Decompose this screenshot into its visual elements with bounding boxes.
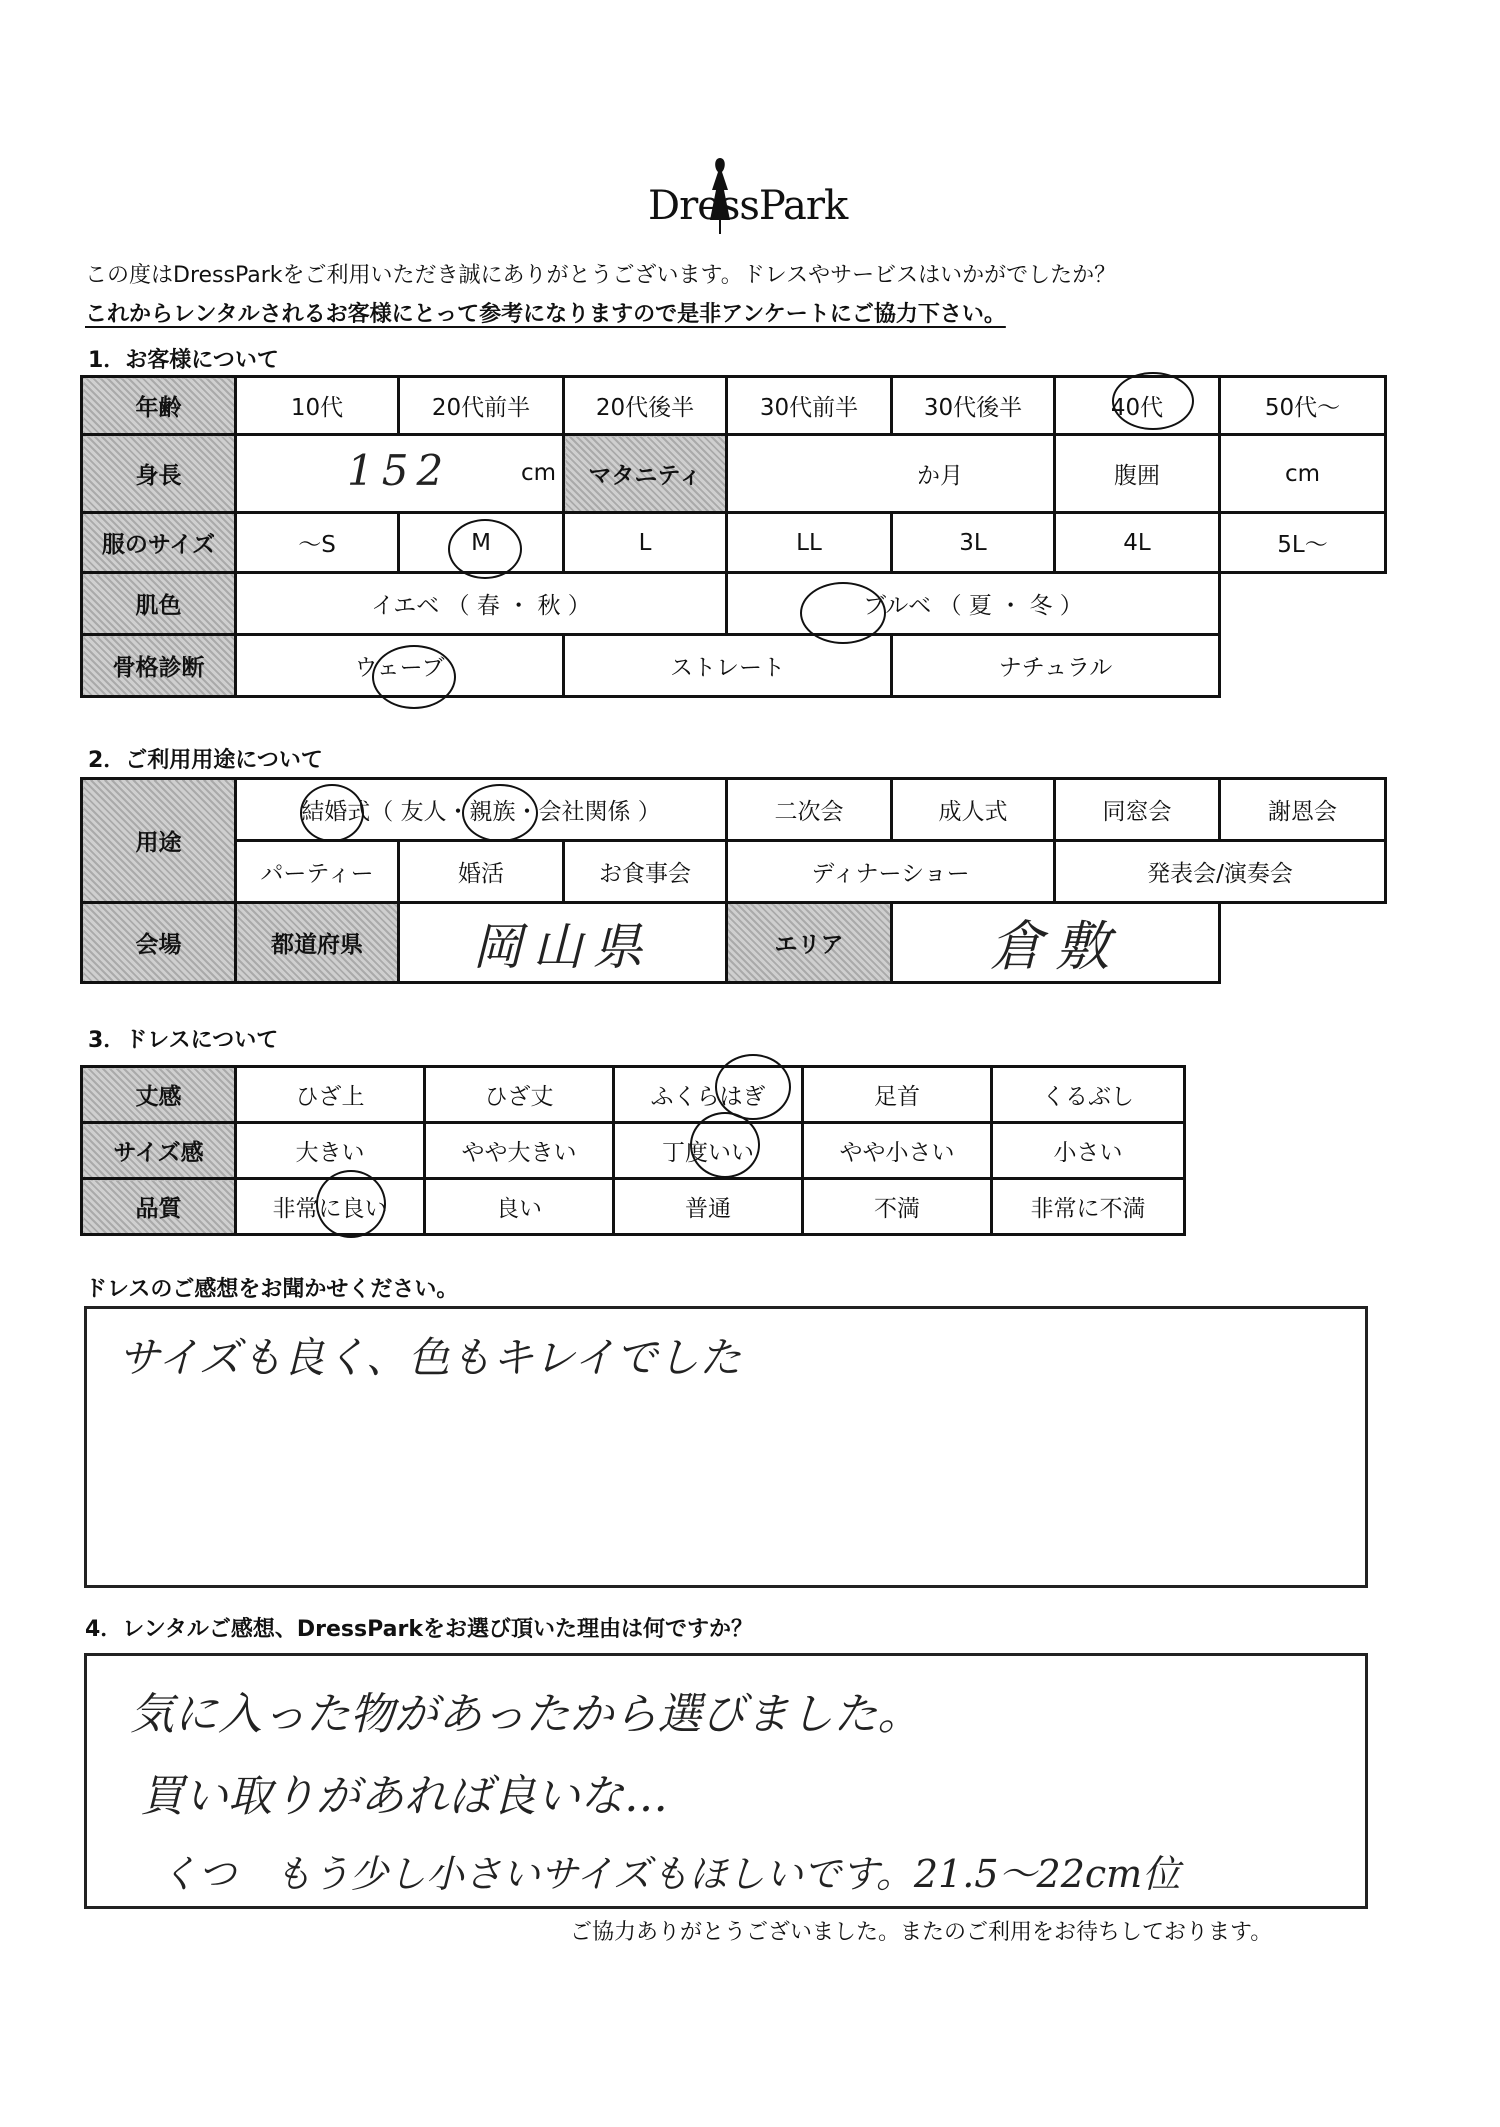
customer-table <box>80 375 1387 698</box>
section1-title: 1．お客様について <box>88 348 279 373</box>
usage-table <box>80 777 1387 984</box>
prefecture-value[interactable]: 岡山県 <box>399 903 727 983</box>
quality-option[interactable]: 非常に不満 <box>992 1179 1185 1235</box>
intro-request: これからレンタルされるお客様にとって参考になりますので是非アンケートにご協力下さい。 <box>85 302 1006 327</box>
waist-label: 腹囲 <box>1055 435 1220 513</box>
purpose-option[interactable]: 成人式 <box>892 779 1055 841</box>
impression-prompt: ドレスのご感想をお聞かせください。 <box>85 1277 459 1302</box>
size-option[interactable]: LL <box>727 513 892 573</box>
area-value[interactable]: 倉敷 <box>892 903 1220 983</box>
maternity-label: マタニティ <box>564 435 727 513</box>
age-option[interactable]: 20代後半 <box>564 377 727 435</box>
purpose-option[interactable]: 二次会 <box>727 779 892 841</box>
quality-label: 品質 <box>82 1179 236 1235</box>
purpose-option[interactable]: 同窓会 <box>1055 779 1220 841</box>
brand-logo: DressPark <box>648 183 848 229</box>
frame-option[interactable]: ストレート <box>564 635 892 697</box>
length-option[interactable]: ひざ丈 <box>425 1067 614 1123</box>
size-option[interactable]: L <box>564 513 727 573</box>
purpose-option[interactable]: 婚活 <box>399 841 564 903</box>
fit-option-selected[interactable]: 丁度いい <box>614 1123 803 1179</box>
intro-text: この度はDressParkをご利用いただき誠にありがとうございます。ドレスやサービスはいかがでしたか？ <box>85 263 1117 288</box>
reason-line: 気に入った物があったから選びました。 <box>130 1689 922 1740</box>
purpose-option[interactable]: 発表会/演奏会 <box>1055 841 1386 903</box>
section4-title: 4．レンタルご感想、DressParkをお選び頂いた理由は何ですか？ <box>85 1617 753 1642</box>
thanks-message: ご協力ありがとうございました。またのご利用をお待ちしております。 <box>570 1920 1273 1945</box>
dress-table <box>80 1065 1186 1236</box>
size-option[interactable]: 4L <box>1055 513 1220 573</box>
age-option[interactable]: 50代～ <box>1220 377 1386 435</box>
length-option-selected[interactable]: ふくらはぎ <box>614 1067 803 1123</box>
venue-label: 会場 <box>82 903 236 983</box>
size-option[interactable]: 3L <box>892 513 1055 573</box>
height-unit: cm <box>520 460 556 486</box>
length-label: 丈感 <box>82 1067 236 1123</box>
skin-yellow-base[interactable]: イエベ （ 春 ・ 秋 ） <box>236 573 727 635</box>
age-option[interactable]: 30代後半 <box>892 377 1055 435</box>
fit-label: サイズ感 <box>82 1123 236 1179</box>
purpose-option[interactable]: 謝恩会 <box>1220 779 1386 841</box>
purpose-wedding[interactable]: 結婚式（ 友人・親族・会社関係 ） <box>236 779 727 841</box>
reason-line: くつ もう少し小さいサイズもほしいです。21.5～22cm位 <box>160 1852 1181 1896</box>
skin-label: 肌色 <box>82 573 236 635</box>
quality-option[interactable]: 良い <box>425 1179 614 1235</box>
quality-option[interactable]: 不満 <box>803 1179 992 1235</box>
purpose-option[interactable]: ディナーショー <box>727 841 1055 903</box>
age-option[interactable]: 30代前半 <box>727 377 892 435</box>
fit-option[interactable]: 大きい <box>236 1123 425 1179</box>
frame-label: 骨格診断 <box>82 635 236 697</box>
purpose-option[interactable]: お食事会 <box>564 841 727 903</box>
reason-line: 買い取りがあれば良いな… <box>140 1771 668 1822</box>
quality-option[interactable]: 普通 <box>614 1179 803 1235</box>
impression-text: サイズも良く、色もキレイでした <box>118 1333 742 1382</box>
fit-option[interactable]: やや小さい <box>803 1123 992 1179</box>
purpose-label: 用途 <box>82 779 236 903</box>
age-option-selected[interactable]: 40代 <box>1055 377 1220 435</box>
size-label: 服のサイズ <box>82 513 236 573</box>
skin-blue-base[interactable]: ブルベ （ 夏 ・ 冬 ） <box>727 573 1220 635</box>
fit-option[interactable]: 小さい <box>992 1123 1185 1179</box>
area-label: エリア <box>727 903 892 983</box>
frame-option-selected[interactable]: ウェーブ <box>236 635 564 697</box>
length-option[interactable]: ひざ上 <box>236 1067 425 1123</box>
age-label: 年齢 <box>82 377 236 435</box>
size-option[interactable]: 5L～ <box>1220 513 1386 573</box>
height-value: 152 <box>347 446 452 495</box>
maternity-months-field[interactable] <box>727 435 1055 513</box>
prefecture-label: 都道府県 <box>236 903 399 983</box>
height-label: 身長 <box>82 435 236 513</box>
length-option[interactable]: 足首 <box>803 1067 992 1123</box>
size-option-selected[interactable]: M <box>399 513 564 573</box>
fit-option[interactable]: やや大きい <box>425 1123 614 1179</box>
frame-option[interactable]: ナチュラル <box>892 635 1220 697</box>
quality-option-selected[interactable]: 非常に良い <box>236 1179 425 1235</box>
purpose-option[interactable]: パーティー <box>236 841 399 903</box>
section2-title: 2．ご利用用途について <box>88 748 323 773</box>
months-unit: か月 <box>917 463 963 489</box>
age-option[interactable]: 10代 <box>236 377 399 435</box>
section3-title: 3．ドレスについて <box>88 1028 279 1053</box>
waist-unit[interactable]: cm <box>1220 435 1386 513</box>
age-option[interactable]: 20代前半 <box>399 377 564 435</box>
size-option[interactable]: ～S <box>236 513 399 573</box>
height-field[interactable] <box>236 435 564 513</box>
length-option[interactable]: くるぶし <box>992 1067 1185 1123</box>
